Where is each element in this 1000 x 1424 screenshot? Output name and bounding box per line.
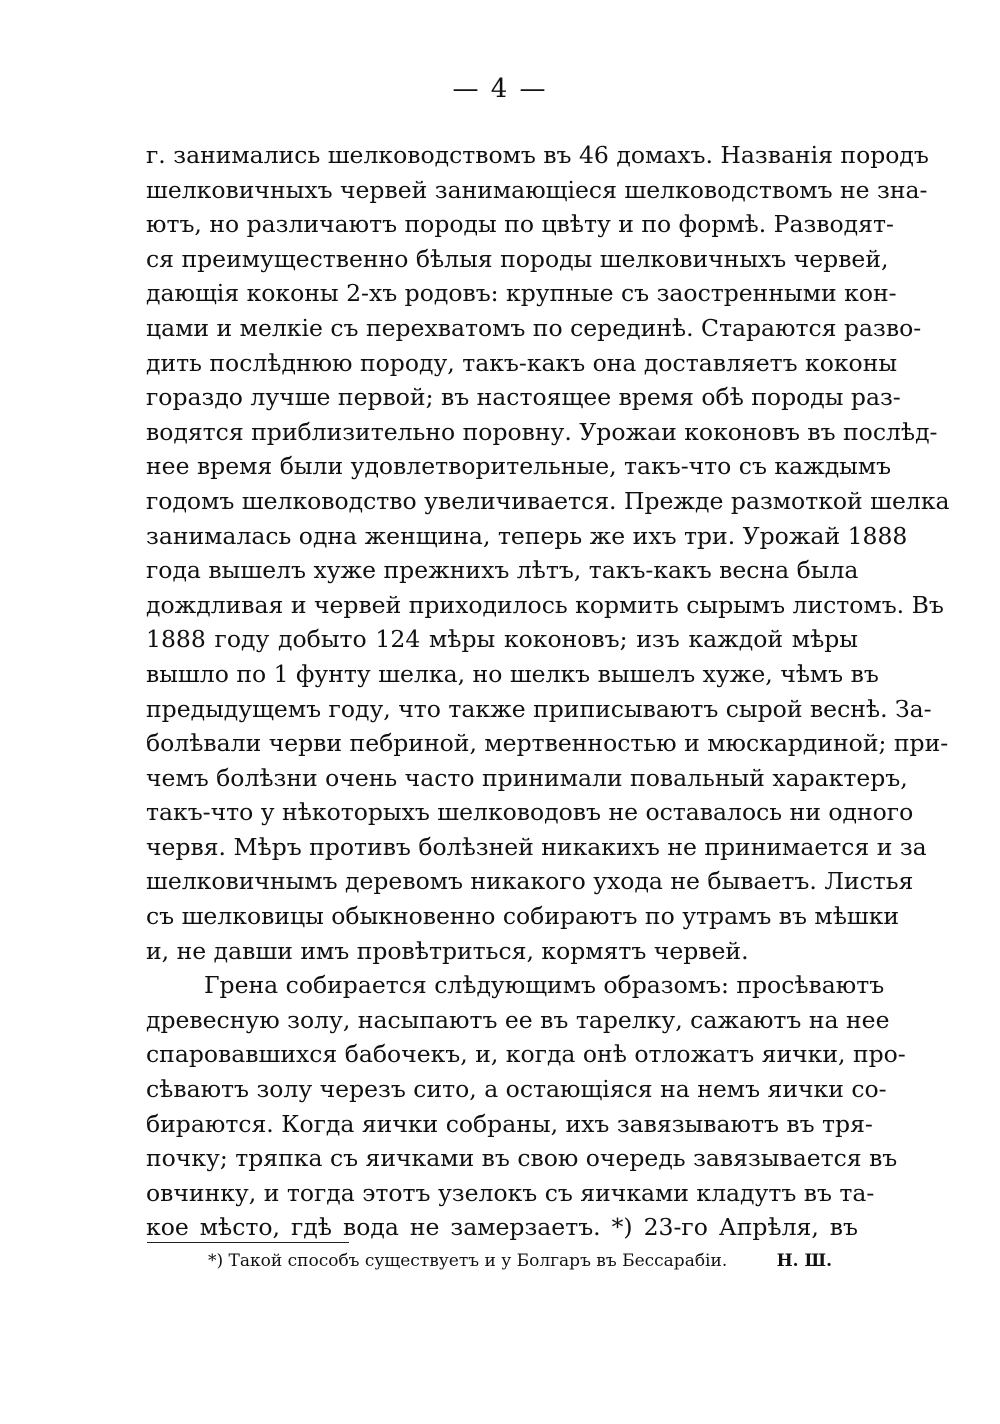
text-line: вышло по 1 фунту шелка, но шелкъ вышелъ хуже, чѣмъ въ <box>146 659 879 688</box>
text-line: водятся приблизительно поровну. Урожаи коконовъ въ послѣд- <box>146 417 938 446</box>
body-text <box>146 138 950 1245</box>
text-line: сѣваютъ золу черезъ сито, а остающіяся на немъ яички со- <box>146 1075 887 1104</box>
text-line: годомъ шелководство увеличивается. Прежде размоткой шелка <box>146 486 950 515</box>
paragraph-1 <box>146 138 950 968</box>
text-line: гораздо лучше первой; въ настоящее время обѣ породы раз- <box>146 383 901 412</box>
page-number: — 4 — <box>452 74 548 104</box>
text-line: шелковичнымъ деревомъ никакого ухода не бываетъ. Листья <box>146 867 914 896</box>
text-line: предыдущемъ году, что также приписываютъ сырой веснѣ. За- <box>146 694 932 723</box>
text-line: цами и мелкіе съ перехватомъ по серединѣ. Стараются разво- <box>146 313 922 342</box>
footnote <box>208 1249 832 1273</box>
footnote-signature: Н. Ш. <box>776 1251 832 1271</box>
text-line: шелковичныхъ червей занимающіеся шелководствомъ не зна- <box>146 175 928 204</box>
text-line: чемъ болѣзни очень часто принимали повальный характеръ, <box>146 763 908 792</box>
text-line: такъ-что у нѣкоторыхъ шелководовъ не оставалось ни одного <box>146 798 914 827</box>
text-line: дождливая и червей приходилось кормить сырымъ листомъ. Въ <box>146 590 944 619</box>
text-line: года вышелъ хуже прежнихъ лѣтъ, такъ-какъ весна была <box>146 556 859 585</box>
text-line: г. занимались шелководствомъ въ 46 домахъ. Названія породъ <box>146 141 929 169</box>
paragraph-2 <box>146 968 906 1245</box>
text-line: съ шелковицы обыкновенно собираютъ по утрамъ въ мѣшки <box>146 902 900 931</box>
text-line: и, не давши имъ провѣтриться, кормятъ червей. <box>146 936 749 965</box>
text-line: древесную золу, насыпаютъ ее въ тарелку, сажаютъ на нее <box>146 1005 890 1034</box>
text-line: занималась одна женщина, теперь же ихъ три. Урожай 1888 <box>146 521 908 550</box>
text-line: Грена собирается слѣдующимъ образомъ: просѣваютъ <box>204 971 885 1000</box>
text-line: ся преимущественно бѣлыя породы шелковичныхъ червей, <box>146 244 889 273</box>
text-line: червя. Мѣръ противъ болѣзней никакихъ не принимается и за <box>146 832 927 861</box>
text-line: нее время были удовлетворительные, такъ-что съ каждымъ <box>146 452 892 481</box>
text-line: ютъ, но различаютъ породы по цвѣту и по формѣ. Разводят- <box>146 210 894 239</box>
text-line: бираются. Когда яички собраны, ихъ завязываютъ въ тря- <box>146 1109 873 1138</box>
text-line: овчинку, и тогда этотъ узелокъ съ яичками кладутъ въ та- <box>146 1178 875 1207</box>
text-line: дающія коконы 2-хъ родовъ: крупные съ заостренными кон- <box>146 279 897 308</box>
text-line: почку; тряпка съ яичками въ свою очередь завязывается въ <box>146 1144 898 1173</box>
text-line: болѣвали черви пебриной, мертвенностью и мюскардиной; при- <box>146 729 949 758</box>
text-line: дить послѣднюю породу, такъ-какъ она доставляетъ коконы <box>146 348 898 377</box>
text-line: 1888 году добыто 124 мѣры коконовъ; изъ каждой мѣры <box>146 625 858 654</box>
text-line: спаровавшихся бабочекъ, и, когда онѣ отложатъ яички, про- <box>146 1040 906 1069</box>
text-line: кое мѣсто, гдѣ вода не замерзаетъ. *) 23-го Апрѣля, въ <box>146 1213 858 1242</box>
footnote-text: *) Такой способъ существуетъ и у Болгаръ въ Бессарабіи. <box>208 1251 728 1271</box>
footnote-divider <box>147 1242 349 1243</box>
